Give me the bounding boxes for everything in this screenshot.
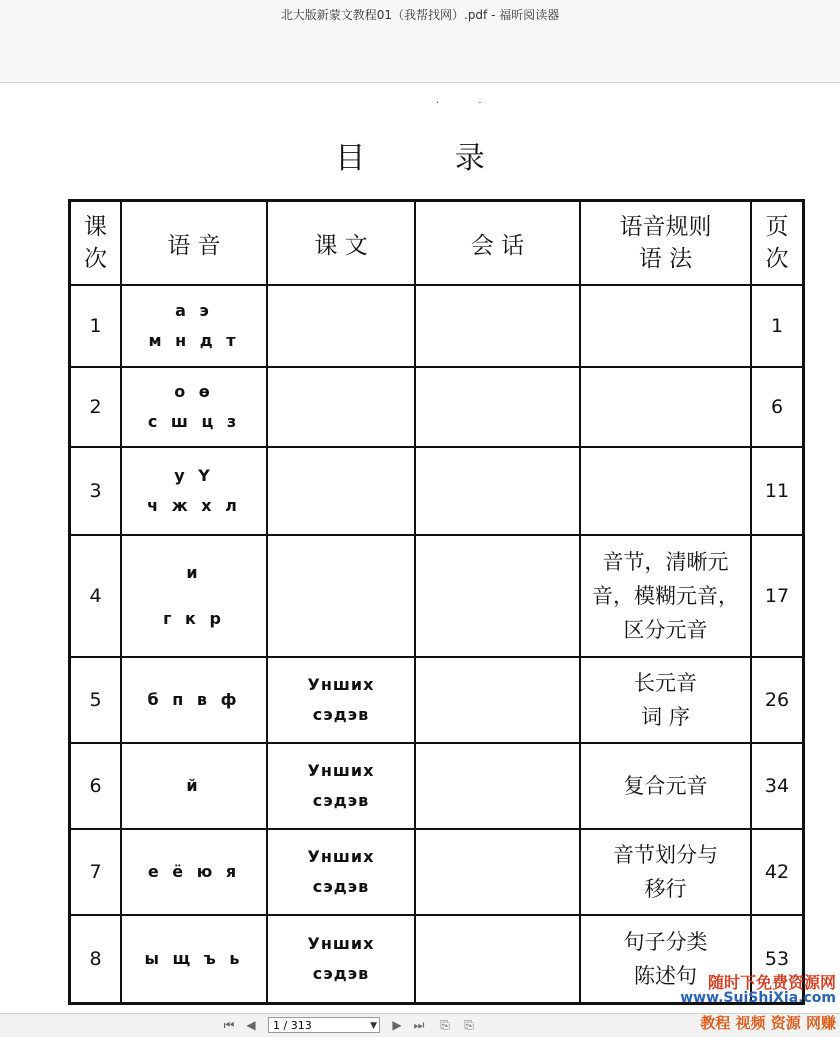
toc-header-row [70, 201, 804, 286]
grammar-cell-line: 音节，清晰元 [602, 550, 729, 574]
phonetics-cell-line: и [186, 563, 202, 582]
header-grammar: 语音规则 语 法 [580, 201, 751, 286]
window-title: 北大版新蒙文教程01（我帮找网）.pdf - 福昕阅读器 [280, 8, 560, 22]
phonetics-cell-line: м н д т [148, 331, 240, 350]
grammar-cell [580, 367, 751, 447]
next-page-icon[interactable]: ▶ [392, 1018, 402, 1032]
grammar-cell [580, 657, 751, 743]
page-indicator: 1 / 313 [273, 1019, 312, 1032]
phonetics-cell [121, 743, 267, 829]
grammar-cell [580, 535, 751, 657]
text-cell-line: сэдэв [312, 877, 370, 896]
grammar-cell [580, 743, 751, 829]
prev-page-icon[interactable]: ◀ [246, 1018, 256, 1032]
conversation-cell [415, 915, 580, 1003]
grammar-cell-line: 长元音 [634, 671, 697, 695]
text-cell [267, 367, 415, 447]
last-page-icon[interactable]: ⏭ [413, 1018, 425, 1032]
lesson-number: 3 [70, 447, 122, 535]
phonetics-cell [121, 657, 267, 743]
grammar-cell [580, 447, 751, 535]
phonetics-cell [121, 829, 267, 915]
toc-table [68, 199, 805, 1005]
text-cell-line: сэдэв [312, 791, 370, 810]
first-page-icon[interactable]: ⏮ [223, 1018, 235, 1032]
lesson-number: 8 [70, 915, 122, 1003]
phonetics-cell [121, 535, 267, 657]
grammar-cell-line: 句子分类 [623, 929, 708, 954]
conversation-cell [415, 535, 580, 657]
phonetics-cell-line: ч ж х л [147, 496, 241, 515]
text-cell-line: сэдэв [312, 963, 370, 983]
page-number: 17 [751, 535, 804, 657]
watermark-line2: www.SuiShiXia.com [680, 990, 836, 1006]
page-number: 26 [751, 657, 804, 743]
page-number: 6 [751, 367, 804, 447]
page-number: 11 [751, 447, 804, 535]
phonetics-cell-line: о ө [174, 382, 214, 401]
page-number: 34 [751, 743, 804, 829]
text-cell [267, 285, 415, 367]
header-conversation: 会 话 [415, 201, 580, 286]
page-number: 42 [751, 829, 804, 915]
conversation-cell [415, 285, 580, 367]
document-view[interactable] [0, 83, 840, 1013]
conversation-cell [415, 657, 580, 743]
grammar-cell-line: 音，模糊元音， [592, 584, 739, 608]
grammar-cell-line: 词 序 [641, 705, 690, 729]
table-row [70, 447, 804, 535]
phonetics-cell-line [122, 588, 266, 604]
header-text: 课 文 [267, 201, 415, 286]
table-row [70, 535, 804, 657]
phonetics-cell-line: у Y [174, 466, 214, 485]
text-cell [267, 535, 415, 657]
lesson-number: 4 [70, 535, 122, 657]
header-phonetics: 语 音 [121, 201, 267, 286]
phonetics-cell-line: й [186, 776, 202, 795]
lesson-number: 5 [70, 657, 122, 743]
conversation-cell [415, 743, 580, 829]
table-row [70, 285, 804, 367]
prev-view-icon[interactable]: ⎘ [440, 1018, 450, 1032]
text-cell-line: Унших [307, 847, 375, 866]
text-cell [267, 829, 415, 915]
lesson-number: 6 [70, 743, 122, 829]
watermark-line3: 教程 视频 资源 网赚 [700, 1014, 836, 1032]
conversation-cell [415, 447, 580, 535]
grammar-cell-line: 音节划分与 [613, 843, 718, 867]
grammar-cell [580, 829, 751, 915]
table-row [70, 657, 804, 743]
watermark-line1: 随时下免费资源网 [707, 973, 836, 992]
grammar-cell [580, 285, 751, 367]
title-bar [0, 0, 840, 83]
phonetics-cell [121, 367, 267, 447]
text-cell-line: Унших [307, 675, 375, 694]
text-cell [267, 657, 415, 743]
phonetics-cell [121, 285, 267, 367]
phonetics-cell-line: ы щ ъ ь [144, 948, 244, 968]
grammar-cell-line: 区分元音 [623, 618, 708, 642]
page-heading: 目 录 [335, 141, 525, 176]
next-view-icon[interactable]: ⎘ [464, 1018, 474, 1032]
table-row [70, 829, 804, 915]
phonetics-cell [121, 915, 267, 1003]
text-cell-line: сэдэв [312, 705, 370, 724]
grammar-cell-line: 复合元音 [623, 774, 708, 798]
text-cell-line: Унших [307, 933, 375, 953]
page-number: 53 [751, 915, 804, 1003]
watermark [678, 968, 840, 1036]
grammar-cell-line: 移行 [644, 877, 687, 901]
page-number: 1 [751, 285, 804, 367]
text-cell [267, 447, 415, 535]
phonetics-cell-line: с ш ц з [147, 412, 241, 431]
lesson-number: 7 [70, 829, 122, 915]
phonetics-cell-line: г к р [163, 609, 225, 628]
header-lesson: 课 次 [70, 201, 122, 286]
scan-specks: . . [436, 95, 500, 106]
header-page: 页 次 [751, 201, 804, 286]
page-number-input[interactable] [268, 1017, 380, 1033]
text-cell [267, 915, 415, 1003]
lesson-number: 2 [70, 367, 122, 447]
phonetics-cell-line: а э [175, 301, 213, 320]
conversation-cell [415, 829, 580, 915]
conversation-cell [415, 367, 580, 447]
lesson-number: 1 [70, 285, 122, 367]
phonetics-cell [121, 447, 267, 535]
text-cell-line: Унших [307, 761, 375, 780]
table-row [70, 367, 804, 447]
grammar-cell-line: 陈述句 [634, 963, 697, 988]
phonetics-cell-line: б п в ф [147, 690, 241, 709]
table-row [70, 743, 804, 829]
chevron-down-icon[interactable]: ▼ [370, 1021, 377, 1031]
text-cell [267, 743, 415, 829]
phonetics-cell-line: е ё ю я [147, 862, 241, 881]
